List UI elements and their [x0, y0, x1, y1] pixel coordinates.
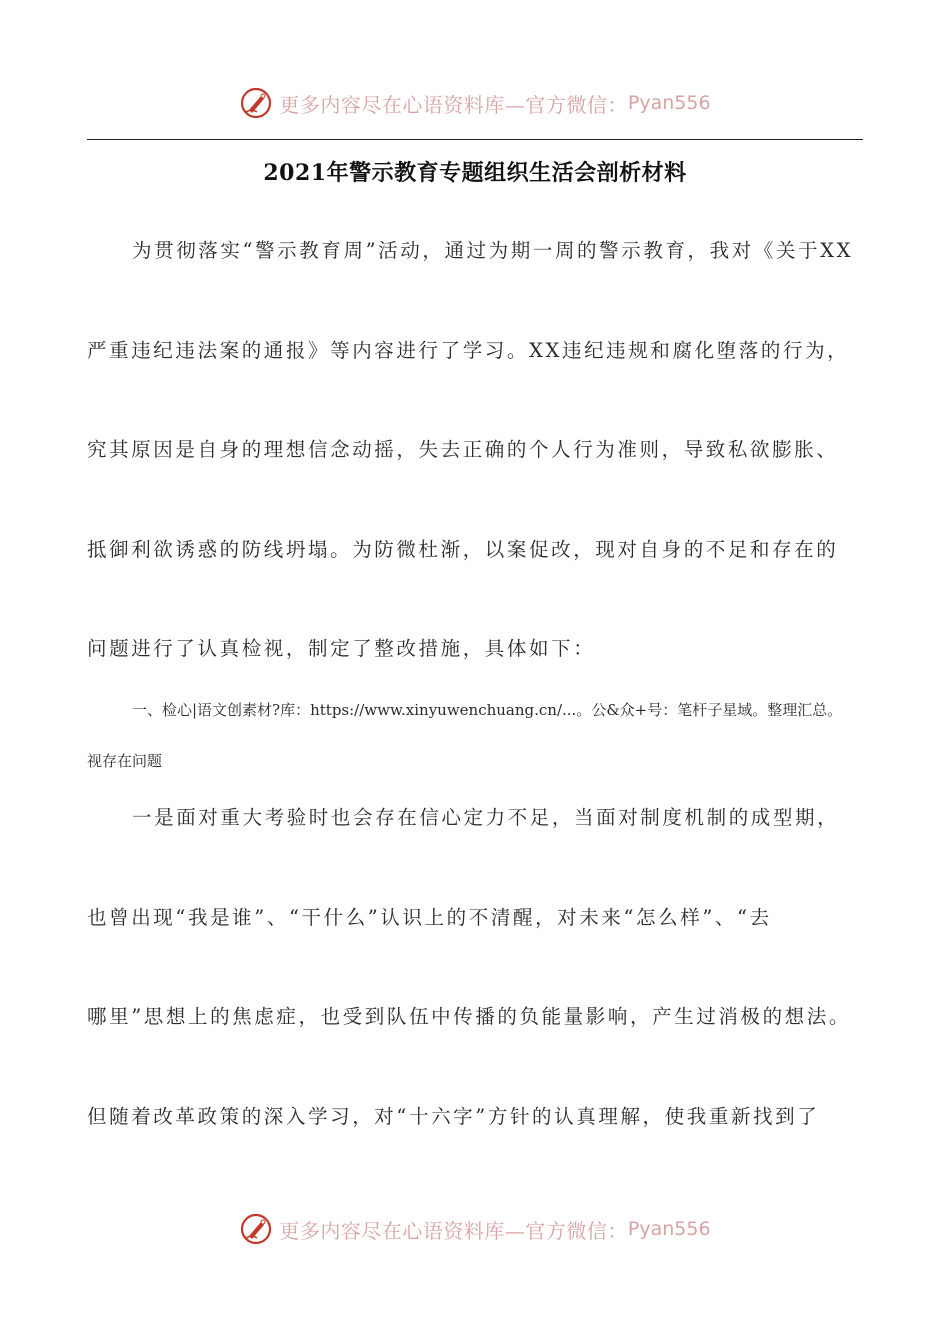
paragraph-line: 但随着改革政策的深入学习，对“十六字”方针的认真理解，使我重新找到了	[87, 1105, 820, 1128]
paragraph-line: 抵御利欲诱惑的防线坍塌。为防微杜渐，以案促改，现对自身的不足和存在的	[87, 538, 839, 561]
header-banner	[0, 83, 950, 123]
header-wechat-id: Pyan556	[627, 92, 711, 114]
section-heading-line: 一、检心|语文创素材?库：https://www.xinyuwenchuang.cn/...。公&众+号：笔杆子星域。整理汇总。	[132, 701, 843, 719]
pen-logo-icon	[239, 86, 273, 120]
paragraph-line: 一是面对重大考验时也会存在信心定力不足，当面对制度机制的成型期，	[132, 806, 840, 829]
paragraph-line: 为贯彻落实“警示教育周”活动，通过为期一周的警示教育，我对《关于XX	[132, 239, 854, 262]
document-title: 2021年警示教育专题组织生活会剖析材料	[263, 160, 687, 186]
paragraph-line: 问题进行了认真检视，制定了整改措施，具体如下：	[87, 637, 596, 660]
paragraph-line: 哪里”思想上的焦虑症，也受到队伍中传播的负能量影响，产生过消极的想法。	[87, 1005, 851, 1028]
paragraph-line: 究其原因是自身的理想信念动摇，失去正确的个人行为准则，导致私欲膨胀、	[87, 438, 839, 461]
section-heading-line: 视存在问题	[87, 752, 163, 770]
footer-banner-text: 更多内容尽在心语资料库—官方微信：	[279, 1218, 628, 1243]
header-banner-text: 更多内容尽在心语资料库—官方微信：	[279, 92, 628, 117]
footer-wechat-id: Pyan556	[627, 1218, 711, 1240]
paragraph-line: 严重违纪违法案的通报》等内容进行了学习。XX违纪违规和腐化堕落的行为，	[87, 339, 850, 362]
header-divider	[87, 139, 863, 140]
pen-logo-icon	[239, 1212, 273, 1246]
paragraph-line: 也曾出现“我是谁”、“干什么”认识上的不清醒，对未来“怎么样”、“去	[87, 906, 772, 929]
footer-banner	[0, 1209, 950, 1249]
